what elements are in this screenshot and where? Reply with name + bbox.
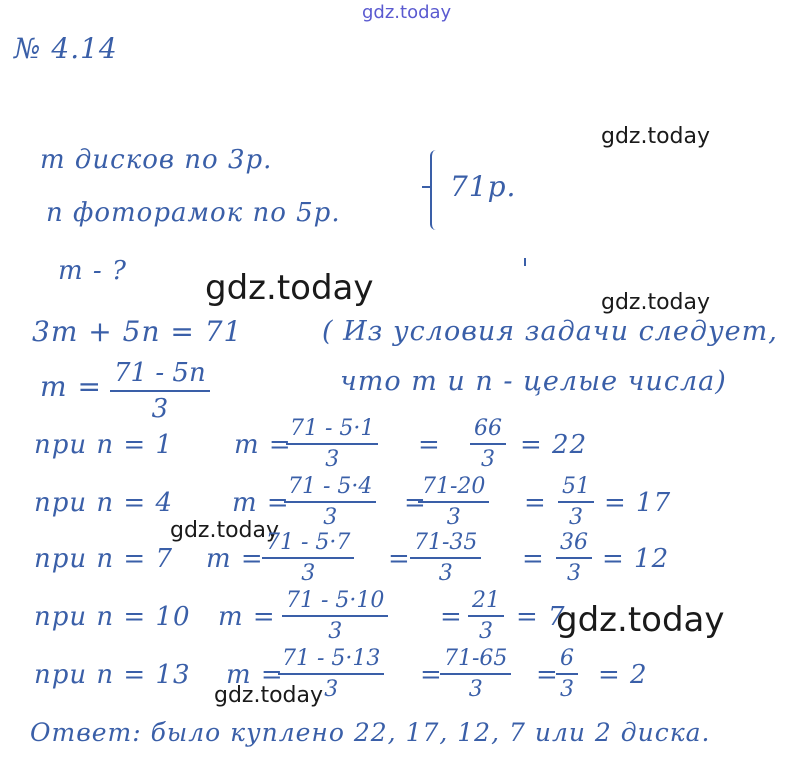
fraction-numerator: 71-20 (418, 474, 489, 503)
fraction-denominator: 3 (328, 619, 343, 644)
fraction-denominator: 3 (560, 677, 574, 702)
case-fraction (418, 474, 489, 530)
case-equals: = (420, 660, 443, 690)
case-result: = 2 (598, 660, 648, 690)
fraction-numerator: 51 (558, 474, 594, 503)
fraction-denominator: 3 (151, 394, 169, 424)
fraction-numerator: 36 (556, 530, 592, 559)
main-equation: 3m + 5n = 71 (32, 315, 243, 348)
fraction-numerator: 71 - 5·4 (284, 474, 376, 503)
case-label: при n = 4 (34, 488, 173, 518)
fraction-denominator: 3 (324, 677, 339, 702)
fraction-denominator: 3 (569, 505, 583, 530)
fraction-numerator: 6 (556, 646, 578, 675)
case-m: m = (206, 544, 264, 574)
case-fraction (284, 474, 376, 530)
fraction-denominator: 3 (323, 505, 338, 530)
case-label: при n = 1 (34, 430, 173, 460)
watermark: gdz.today (205, 268, 374, 308)
case-result: = 22 (520, 430, 588, 460)
case-result: = 7 (516, 602, 566, 632)
case-equals: = (440, 602, 463, 632)
case-fraction (556, 530, 592, 586)
case-label: при n = 13 (34, 660, 191, 690)
watermark: gdz.today (556, 600, 725, 640)
fraction-denominator: 3 (446, 505, 461, 530)
fraction-numerator: 71 - 5·10 (282, 588, 388, 617)
watermark: gdz.today (601, 124, 711, 149)
case-m: m = (226, 660, 284, 690)
fraction-denominator: 3 (479, 619, 493, 644)
case-fraction (278, 646, 384, 702)
case-fraction (468, 588, 504, 644)
case-label: при n = 7 (34, 544, 173, 574)
case-fraction (262, 530, 354, 586)
case-result: = 17 (604, 488, 672, 518)
case-equals: = (536, 660, 559, 690)
fraction-denominator: 3 (438, 561, 453, 586)
curly-brace (430, 150, 446, 230)
fraction-numerator: 71 - 5n (110, 358, 210, 392)
watermark: gdz.today (601, 290, 711, 315)
case-label: при n = 10 (34, 602, 191, 632)
condition-note-line1: ( Из условия задачи следует, (322, 316, 778, 347)
problem-line-frames: n фоторамок по 5р. (46, 198, 341, 228)
case-fraction (286, 416, 378, 472)
fraction-numerator: 71 - 5·7 (262, 530, 354, 559)
m-expression-fraction (110, 358, 210, 424)
case-result: = 12 (602, 544, 670, 574)
fraction-denominator: 3 (325, 447, 340, 472)
watermark-top: gdz.today (362, 2, 452, 23)
case-fraction (440, 646, 511, 702)
fraction-numerator: 21 (468, 588, 504, 617)
ink-mark (524, 258, 526, 266)
fraction-denominator: 3 (468, 677, 483, 702)
case-equals: = (418, 430, 441, 460)
problem-total: 71р. (450, 170, 517, 203)
case-m: m = (232, 488, 290, 518)
fraction-denominator: 3 (481, 447, 495, 472)
case-fraction (558, 474, 594, 530)
fraction-denominator: 3 (301, 561, 316, 586)
case-fraction (556, 646, 578, 702)
case-equals: = (524, 488, 547, 518)
fraction-numerator: 71-65 (440, 646, 511, 675)
case-fraction (470, 416, 506, 472)
case-fraction (282, 588, 388, 644)
problem-line-discs: m дисков по 3р. (40, 145, 273, 175)
problem-number: № 4.14 (14, 32, 118, 65)
fraction-numerator: 71 - 5·1 (286, 416, 378, 445)
case-m: m = (234, 430, 292, 460)
case-m: m = (218, 602, 276, 632)
problem-question: m - ? (58, 256, 127, 286)
fraction-numerator: 71-35 (410, 530, 481, 559)
case-fraction (410, 530, 481, 586)
case-equals: = (404, 488, 427, 518)
m-expression-lhs: m = (40, 370, 102, 403)
fraction-numerator: 71 - 5·13 (278, 646, 384, 675)
case-equals: = (522, 544, 545, 574)
fraction-numerator: 66 (470, 416, 506, 445)
watermark: gdz.today (214, 683, 324, 708)
watermark: gdz.today (170, 518, 280, 543)
case-equals: = (388, 544, 411, 574)
answer-line: Ответ: было куплено 22, 17, 12, 7 или 2 диска. (30, 718, 711, 747)
fraction-denominator: 3 (567, 561, 581, 586)
condition-note-line2: что m и n - целые числа) (340, 366, 727, 397)
